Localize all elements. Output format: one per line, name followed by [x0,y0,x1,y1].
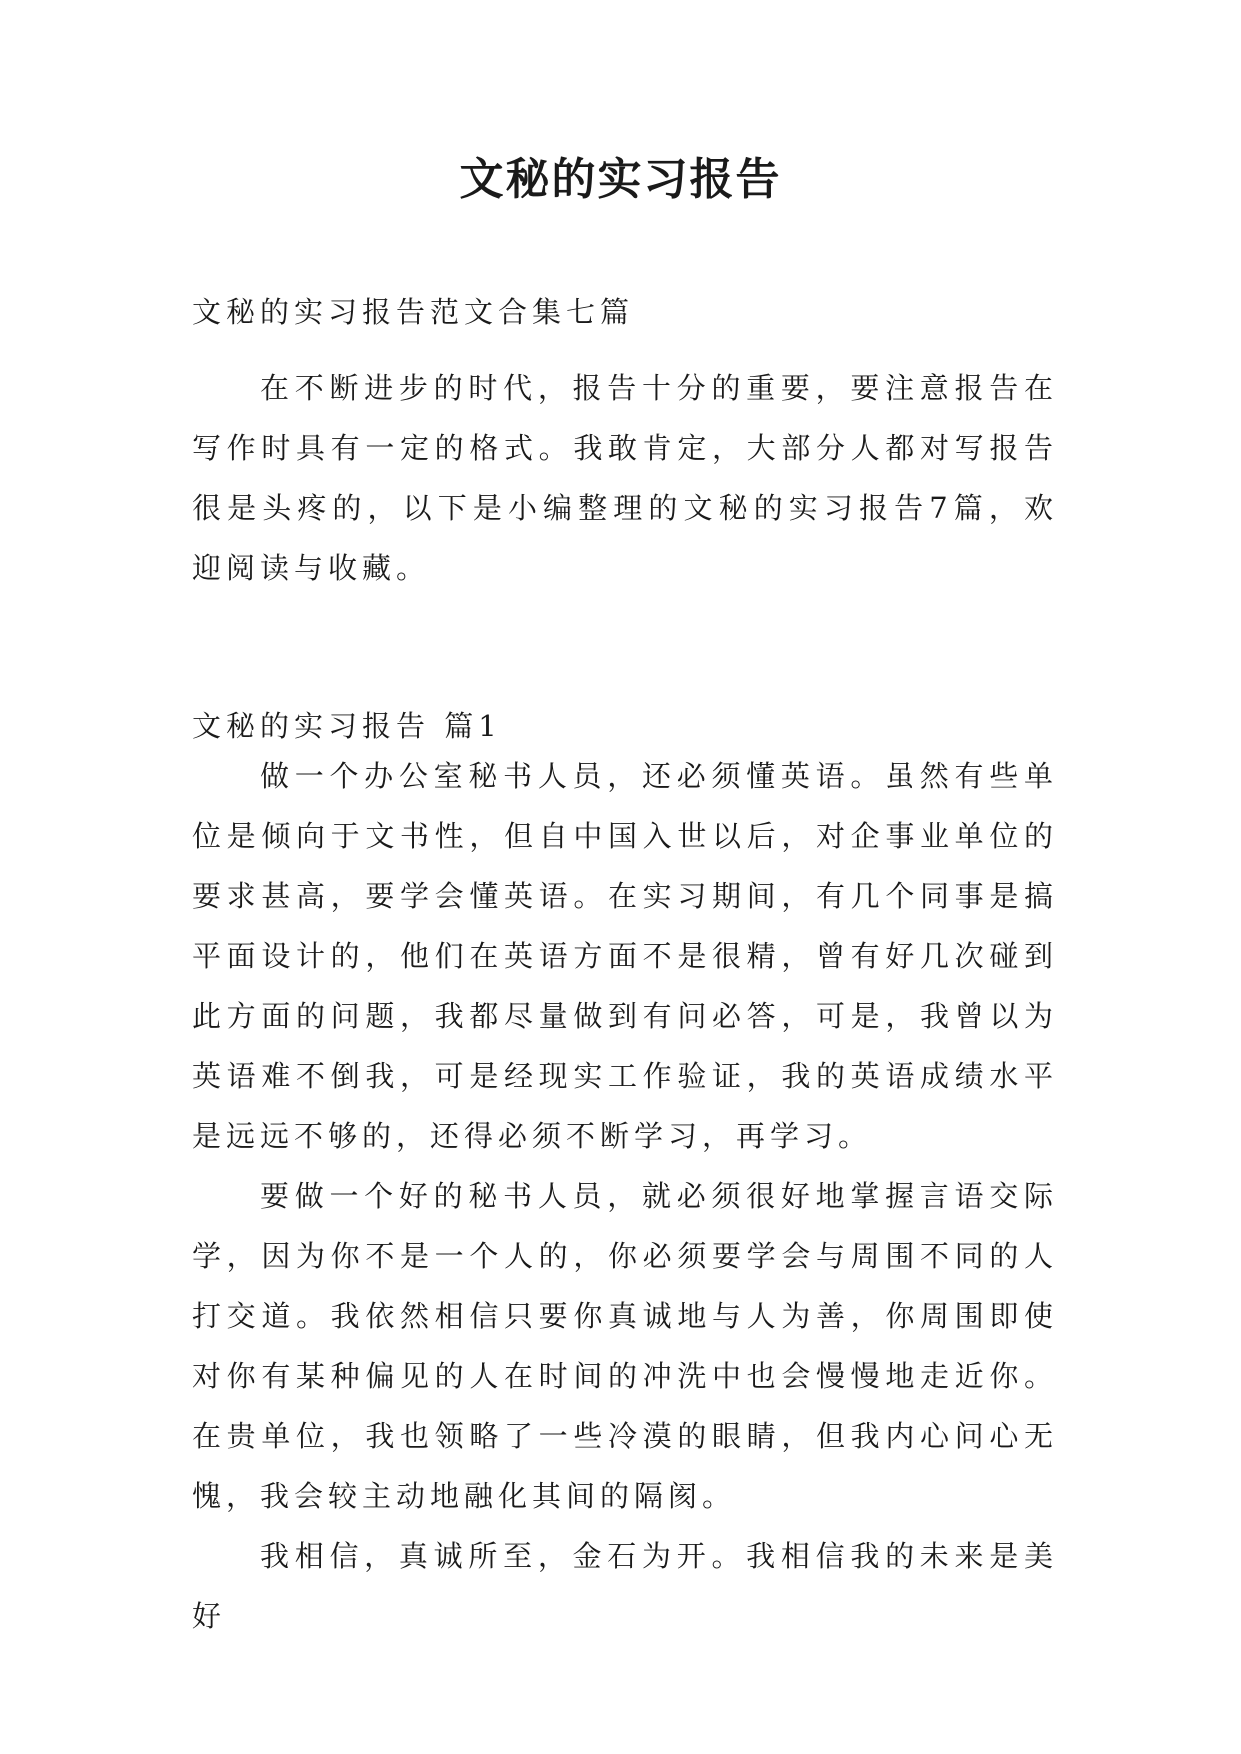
body-paragraph-1: 做一个办公室秘书人员，还必须懂英语。虽然有些单位是倾向于文书性，但自中国入世以后，对企事业单位的要求甚高，要学会懂英语。在实习期间，有几个同事是搞平面设计的，他们在英语方面不是很精，曾有好几次碰到此方面的问题，我都尽量做到有问必答，可是，我曾以为英语难不倒我，可是经现实工作验证，我的英语成绩水平是远远不够的，还得必须不断学习，再学习。 [192,759,1058,1153]
section-body [192,746,1058,1646]
section-heading: 文秘的实习报告 篇1 [192,709,502,743]
intro-paragraph: 在不断进步的时代，报告十分的重要，要注意报告在写作时具有一定的格式。我敢肯定，大部分人都对写报告很是头疼的，以下是小编整理的文秘的实习报告7篇，欢迎阅读与收藏。 [192,371,1058,585]
intro-block [192,358,1058,598]
body-paragraph-2: 要做一个好的秘书人员，就必须很好地掌握言语交际学，因为你不是一个人的，你必须要学会与周围不同的人打交道。我依然相信只要你真诚地与人为善，你周围即使对你有某种偏见的人在时间的冲洗中也会慢慢地走近你。在贵单位，我也领略了一些冷漠的眼睛，但我内心问心无愧，我会较主动地融化其间的隔阂。 [192,1179,1058,1513]
body-paragraph-3: 我相信，真诚所至，金石为开。我相信我的未来是美好 [192,1539,1058,1633]
document-title: 文秘的实习报告 [459,154,782,205]
document-subtitle: 文秘的实习报告范文合集七篇 [192,295,635,329]
